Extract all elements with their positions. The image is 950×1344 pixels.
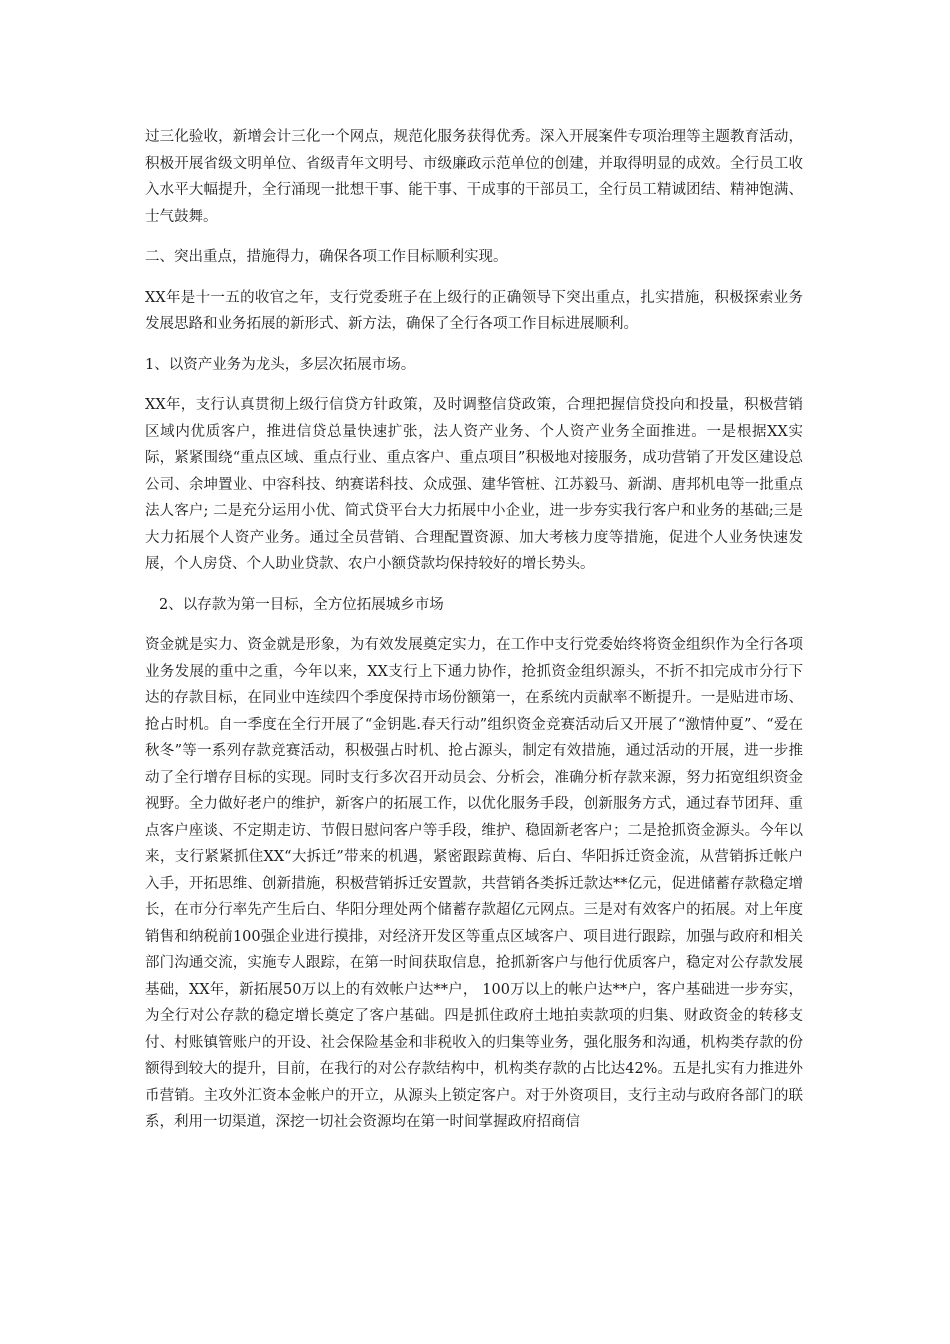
section-heading-two: 二、突出重点，措施得力，确保各项工作目标顺利实现。 xyxy=(145,249,508,265)
paragraph-deposits: 资金就是实力、资金就是形象，为有效发展奠定实力，在工作中支行党委始终将资金组织作为全行各项业务发展的重中之重，今年以来，XX支行上下通力协作，抢抓资金组织源头，不折不扣完成市分行下达的存款目标，在同业中连续四个季度保持市场份额第一，在系统内贡献率不断提升。一是贴进市场、抢占时机。自一季度在全行开展了“金钥匙.春天行动”组织资金竞赛活动后又开展了“激情仲夏”、“爱在秋冬”等一系列存款竞赛活动，积极强占时机、抢占源头，制定有效措施，通过活动的开展，进一步推动了全行增存目标的实现。同时支行多次召开动员会、分析会，准确分析存款来源，努力拓宽组织资金视野。全力做好老户的维护，新客户的拓展工作，以优化服务手段，创新服务方式，通过春节团拜、重点客户座谈、不定期走访、节假日慰问客户等手段，维护、稳固新老客户；二是抢抓资金源头。今年以来，支行紧紧抓住XX“大拆迁”带来的机遇，紧密跟踪黄梅、后白、华阳拆迁资金流，从营销拆迁帐户入手，开拓思维、创新措施，积极营销拆迁安置款，共营销各类拆迁款达**亿元，促进储蓄存款稳定增长，在市分行率先产生后白、华阳分理处两个储蓄存款超亿元网点。三是对有效客户的拓展。对上年度销售和纳税前100强企业进行摸排，对经济开发区等重点区域客户、项目进行跟踪，加强与政府和相关部门沟通交流，实施专人跟踪，在第一时间获取信息，抢抓新客户与他行优质客户，稳定对公存款发展基础，XX年，新拓展50万以上的有效帐户达**户， 100万以上的帐户达**户，客户基础进一步夯实，为全行对公存款的稳定增长奠定了客户基础。四是抓住政府土地拍卖款项的归集、财政资金的转移支付、村账镇管账户的开设、社会保险基金和非税收入的归集等业务，强化服务和沟通，机构类存款的份额得到较大的提升，目前，在我行的对公存款结构中，机构类存款的占比达42%。五是扎实有力推进外币营销。主攻外汇资本金帐户的开立，从源头上锁定客户。对于外资项目，支行主动与政府各部门的联系，利用一切渠道，深挖一切社会资源均在第一时间掌握政府招商信 xyxy=(145,637,803,1130)
document-page xyxy=(145,124,803,1150)
paragraph-overview: XX年是十一五的收官之年，支行党委班子在上级行的正确领导下突出重点，扎实措施，积极探索业务发展思路和业务拓展的新形式、新方法，确保了全行各项工作目标进展顺利。 xyxy=(145,289,803,332)
paragraph-assets: XX年，支行认真贯彻上级行信贷方针政策，及时调整信贷政策，合理把握信贷投向和投量，积极营销区域内优质客户，推进信贷总量快速扩张，法人资产业务、个人资产业务全面推进。一是根据XX实际，紧紧围绕“重点区域、重点行业、重点客户、重点项目”积极地对接服务，成功营销了开发区建设总公司、余坤置业、中容科技、纳赛诺科技、众成强、建华管桩、江苏毅马、新湖、唐邦机电等一批重点法人客户; 二是充分运用小优、简式贷平台大力拓展中小企业，进一步夯实我行客户和业务的基础;三是大力拓展个人资产业务。通过全员营销、合理配置资源、加大考核力度等措施，促进个人业务快速发展，个人房贷、个人助业贷款、农户小额贷款均保持较好的增长势头。 xyxy=(145,397,803,572)
subheading-assets: 1、以资产业务为龙头，多层次拓展市场。 xyxy=(145,356,416,373)
paragraph-summary: 过三化验收，新增会计三化一个网点，规范化服务获得优秀。深入开展案件专项治理等主题教育活动，积极开展省级文明单位、省级青年文明号、市级廉政示范单位的创建，并取得明显的成效。全行员工收入水平大幅提升，全行涌现一批想干事、能干事、干成事的干部员工，全行员工精诚团结、精神饱满、士气鼓舞。 xyxy=(145,129,803,225)
subheading-deposits: 2、以存款为第一目标，全方位拓展城乡市场 xyxy=(159,596,444,613)
